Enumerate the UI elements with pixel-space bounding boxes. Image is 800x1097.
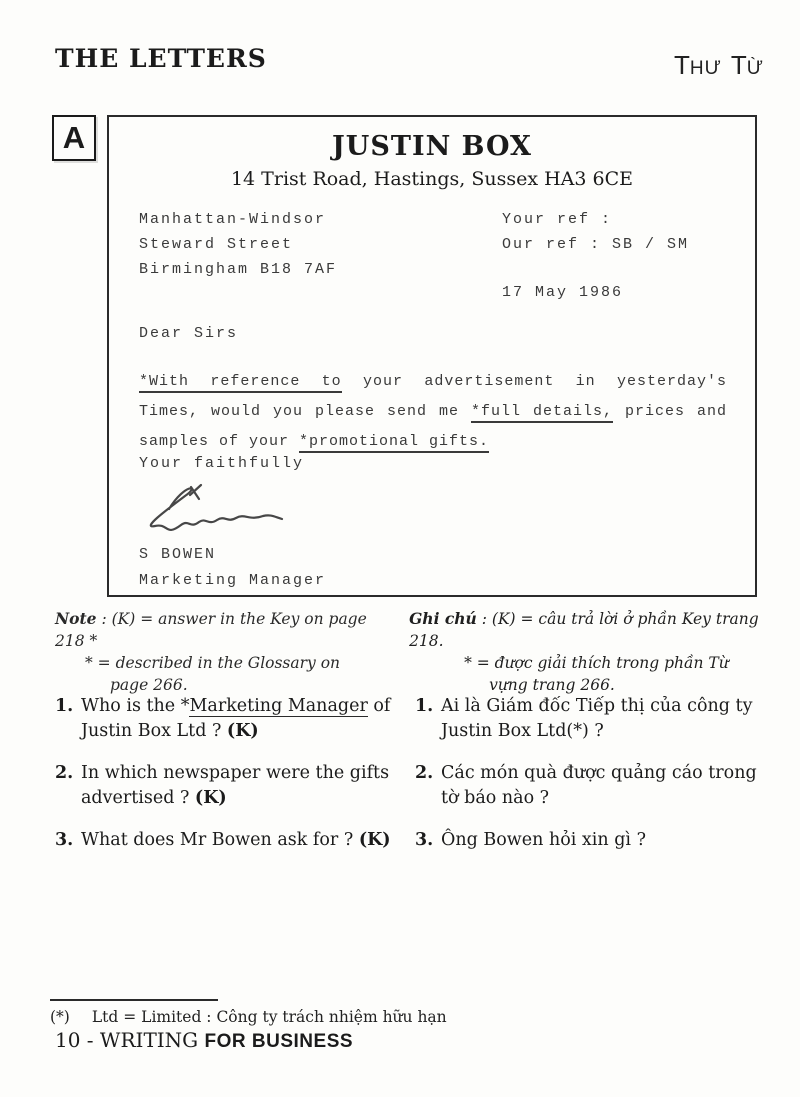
note-section — [55, 608, 765, 696]
glossary-term-underlined: *With reference to — [139, 373, 342, 393]
note-label: Ghi chú — [409, 609, 477, 628]
footnote-marker: (*) — [50, 1008, 70, 1026]
body-line-2 — [139, 397, 727, 427]
question-text — [81, 694, 403, 744]
page-title: THE LETTERS — [55, 44, 267, 73]
question-fragment: What does Mr Bowen ask for ? — [81, 830, 359, 850]
question-item — [55, 694, 403, 744]
recipient-line: Manhattan-Windsor — [139, 211, 327, 228]
note-english — [55, 608, 401, 696]
title-vi-small2: Ừ — [746, 58, 764, 79]
question-item — [55, 761, 403, 811]
underlined-term: Marketing Manager — [189, 696, 368, 716]
question-number: 1. — [415, 696, 434, 716]
key-marker: (K) — [226, 721, 259, 741]
question-number: 2. — [55, 763, 74, 783]
salutation: Dear Sirs — [139, 325, 239, 342]
note-line-3: page 266. — [110, 676, 188, 694]
body-text: prices and — [613, 403, 727, 420]
letter-body — [139, 367, 727, 457]
note-line-1 — [409, 608, 765, 652]
question-fragment: Who is the * — [81, 696, 190, 716]
key-marker: (K) — [194, 788, 227, 808]
letter-document — [107, 115, 757, 597]
question-number: 1. — [55, 696, 74, 716]
question-item — [415, 828, 767, 853]
note-line-2: * = được giải thích trong phần Từ — [464, 654, 729, 672]
question-fragment: In which newspaper were the gifts advertised ? — [81, 763, 390, 808]
questions-section — [55, 694, 767, 870]
question-text — [81, 761, 403, 811]
glossary-term-underlined: *promotional gifts. — [299, 433, 489, 453]
page-footer — [55, 1028, 353, 1053]
title-vi-cap2: T — [730, 50, 747, 80]
body-line-3 — [139, 427, 727, 457]
note-text: : (K) = answer in the Key on page 218 * — [55, 610, 367, 650]
question-text: Các món quà được quảng cáo trong tờ báo nào ? — [441, 763, 757, 808]
letter-label-a: A — [52, 115, 96, 161]
letter-date: 17 May 1986 — [502, 284, 624, 301]
note-line-1 — [55, 608, 401, 652]
footnote-text: Ltd = Limited : Công ty trách nhiệm hữu hạn — [91, 1008, 447, 1026]
body-text: Times, would you please send me — [139, 403, 471, 420]
signature-image — [135, 479, 295, 545]
note-line-2: * = described in the Glossary on — [85, 654, 341, 672]
question-text: Ai là Giám đốc Tiếp thị của công ty Justin Box Ltd(*) ? — [441, 696, 753, 741]
our-ref: Our ref : SB / SM — [502, 236, 690, 253]
question-number: 3. — [55, 830, 74, 850]
note-label: Note — [55, 609, 97, 628]
footer-book-title: FOR BUSINESS — [204, 1031, 354, 1052]
note-text: : (K) = câu trả lời ở phần Key trang 218. — [409, 610, 759, 650]
questions-english — [55, 694, 403, 870]
recipient-address — [139, 207, 337, 282]
footnote-rule — [50, 999, 218, 1001]
note-vietnamese — [409, 608, 765, 696]
key-marker: (K) — [358, 830, 391, 850]
footer-page-number: 10 - WRITING — [55, 1028, 205, 1052]
question-item — [55, 828, 403, 853]
recipient-line: Steward Street — [139, 236, 294, 253]
letterhead-company-name: JUSTIN BOX — [332, 131, 532, 162]
page-title-vietnamese — [674, 50, 764, 81]
note-line-3: vựng trang 266. — [489, 676, 615, 694]
signer-title: Marketing Manager — [139, 572, 327, 589]
your-ref: Your ref : — [502, 211, 613, 228]
question-item — [415, 761, 767, 811]
footnote — [50, 1008, 447, 1026]
letterhead-company-address: 14 Trist Road, Hastings, Sussex HA3 6CE — [230, 168, 634, 190]
signer-name: S BOWEN — [139, 546, 217, 563]
signature-block — [139, 542, 326, 594]
question-number: 3. — [415, 830, 434, 850]
body-text: samples of your — [139, 433, 300, 450]
body-text: your advertisement in yesterday's — [341, 373, 727, 390]
questions-vietnamese — [415, 694, 767, 870]
reference-block — [502, 207, 689, 257]
glossary-term-underlined: *full details, — [471, 403, 613, 423]
question-text: Ông Bowen hỏi xin gì ? — [441, 830, 646, 850]
question-number: 2. — [415, 763, 434, 783]
title-vi-small1: HƯ — [689, 58, 722, 79]
title-vi-cap1: T — [674, 50, 690, 80]
body-line-1 — [139, 367, 727, 397]
question-fragment: of Justin Box Ltd ? — [81, 696, 391, 741]
question-item — [415, 694, 767, 744]
recipient-line: Birmingham B18 7AF — [139, 261, 338, 278]
question-text — [81, 828, 403, 853]
closing-line: Your faithfully — [139, 455, 305, 472]
